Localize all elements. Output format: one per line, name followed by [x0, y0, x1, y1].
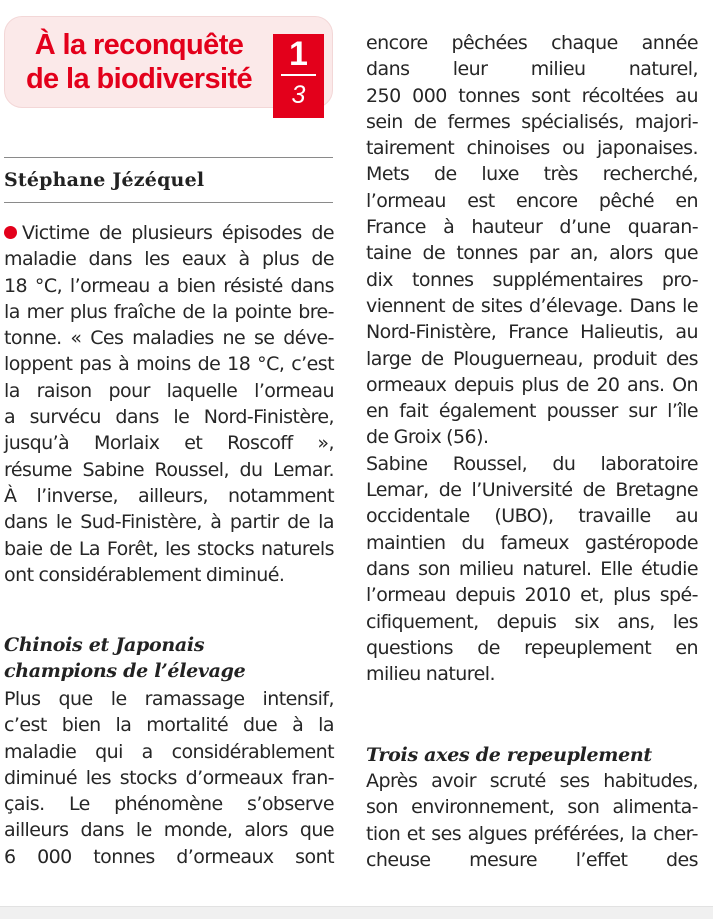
text-line: viennent de sites d’élevage. Dans le: [366, 294, 698, 317]
text-line: dix tonnes supplémentaires pro-: [366, 268, 698, 291]
text-line: 6 000 tonnes d’ormeaux sont: [4, 845, 334, 868]
text-line: Après avoir scruté ses habitudes,: [366, 770, 698, 792]
body-paragraph-left-2: [4, 686, 334, 870]
section-title-line-2: de la biodiversité: [25, 63, 253, 95]
text-line: [4, 220, 334, 246]
text-line: dans son milieu naturel. Elle étudie: [366, 557, 698, 580]
text-line: çais. Le phénomène s’observe: [4, 793, 334, 816]
text-line: la mer plus fraîche de la pointe bre-: [4, 300, 334, 323]
text-line: France à hauteur d’une quaran-: [366, 216, 698, 239]
text-line: en fait également pousser sur l’île: [366, 400, 698, 423]
body-paragraph-right-1: [366, 30, 698, 687]
text-line: loppent pas à moins de 18 °C, c’est: [4, 353, 334, 376]
text-line: maintien du fameux gastéropode: [366, 531, 698, 554]
subheading-1-line-2: champions de l’élevage: [4, 660, 246, 682]
text-line: large de Plouguerneau, produit des: [366, 347, 698, 370]
subheading-1: [4, 632, 334, 684]
body-paragraph-right-2: [366, 768, 698, 873]
section-title: [13, 28, 265, 96]
text-line: Lemar, de l’Université de Bretagne: [366, 479, 698, 502]
text-line: 18 °C, l’ormeau a bien résisté dans: [4, 274, 334, 297]
text-line: occidentale (UBO), travaille au: [366, 505, 698, 528]
text-line: de Groix (56).: [366, 426, 489, 449]
text-line: baie de La Forêt, les stocks naturels: [4, 537, 334, 560]
text-line: a survécu dans le Nord-Finistère,: [4, 406, 334, 429]
text-line: tairement chinoises ou japonaises.: [366, 137, 698, 160]
text-line: Sabine Roussel, du laboratoire: [366, 452, 698, 475]
author-byline: Stéphane Jézéquel: [4, 169, 205, 191]
text-line: tonne. « Ces maladies ne se déve-: [4, 327, 334, 350]
bullet-icon: [4, 226, 17, 239]
text-line: À l’inverse, ailleurs, notamment: [4, 484, 334, 507]
text-line: questions de repeuplement en: [366, 636, 698, 659]
text-line: cheuse mesure l’effet des: [366, 848, 698, 871]
text-line: c’est bien la mortalité due à la: [4, 714, 334, 737]
text-line: son environnement, son alimenta-: [366, 796, 698, 819]
text-line: tion et ses algues préférées, la cher-: [366, 822, 698, 845]
text-line: diminué les stocks d’ormeaux fran-: [4, 766, 334, 789]
text-line: cifiquement, depuis six ans, les: [366, 610, 698, 633]
text-line: sein de fermes spécialisés, majori-: [366, 110, 698, 133]
text-line: maladie dans les eaux à plus de: [4, 248, 334, 271]
text-line: la raison pour laquelle l’ormeau: [4, 379, 334, 402]
text-line: ont considérablement diminué.: [4, 563, 285, 586]
section-header: [4, 16, 333, 108]
text-line: dans le Sud-Finistère, à partir de la: [4, 511, 334, 534]
text-line: Plus que le ramassage intensif,: [4, 688, 334, 710]
text-line: résume Sabine Roussel, du Lemar.: [4, 458, 334, 481]
divider-top: [4, 157, 333, 158]
text-line: ailleurs dans le monde, alors que: [4, 819, 334, 842]
series-counter: [273, 34, 324, 118]
text-line: l’ormeau est encore pêché en: [366, 189, 698, 212]
text-line: jusqu’à Morlaix et Roscoff »,: [4, 432, 334, 455]
page-footer-band: [0, 906, 713, 919]
section-title-line-1: À la reconquête: [34, 29, 244, 61]
text-line: milieu naturel.: [366, 663, 495, 686]
subheading-1-line-1: Chinois et Japonais: [4, 634, 205, 656]
text-line: Mets de luxe très recherché,: [366, 163, 698, 186]
text-line-content: Victime de plusieurs épisodes de: [22, 222, 334, 244]
text-line: dans leur milieu naturel,: [366, 58, 698, 81]
body-paragraph-left-1: [4, 220, 334, 588]
text-line: 250 000 tonnes sont récoltées au: [366, 84, 698, 107]
subheading-2: Trois axes de repeuplement: [366, 744, 652, 766]
text-line: encore pêchées chaque année: [366, 32, 698, 54]
text-line: ormeaux depuis plus de 20 ans. On: [366, 373, 698, 396]
text-line: maladie qui a considérablement: [4, 740, 334, 763]
text-line: l’ormeau depuis 2010 et, plus spé-: [366, 584, 698, 607]
series-counter-current: 1: [289, 35, 308, 73]
text-line: Nord-Finistère, France Halieutis, au: [366, 321, 698, 344]
text-line: taine de tonnes par an, alors que: [366, 242, 698, 265]
divider-bottom: [4, 202, 333, 203]
series-counter-total: 3: [291, 80, 306, 109]
